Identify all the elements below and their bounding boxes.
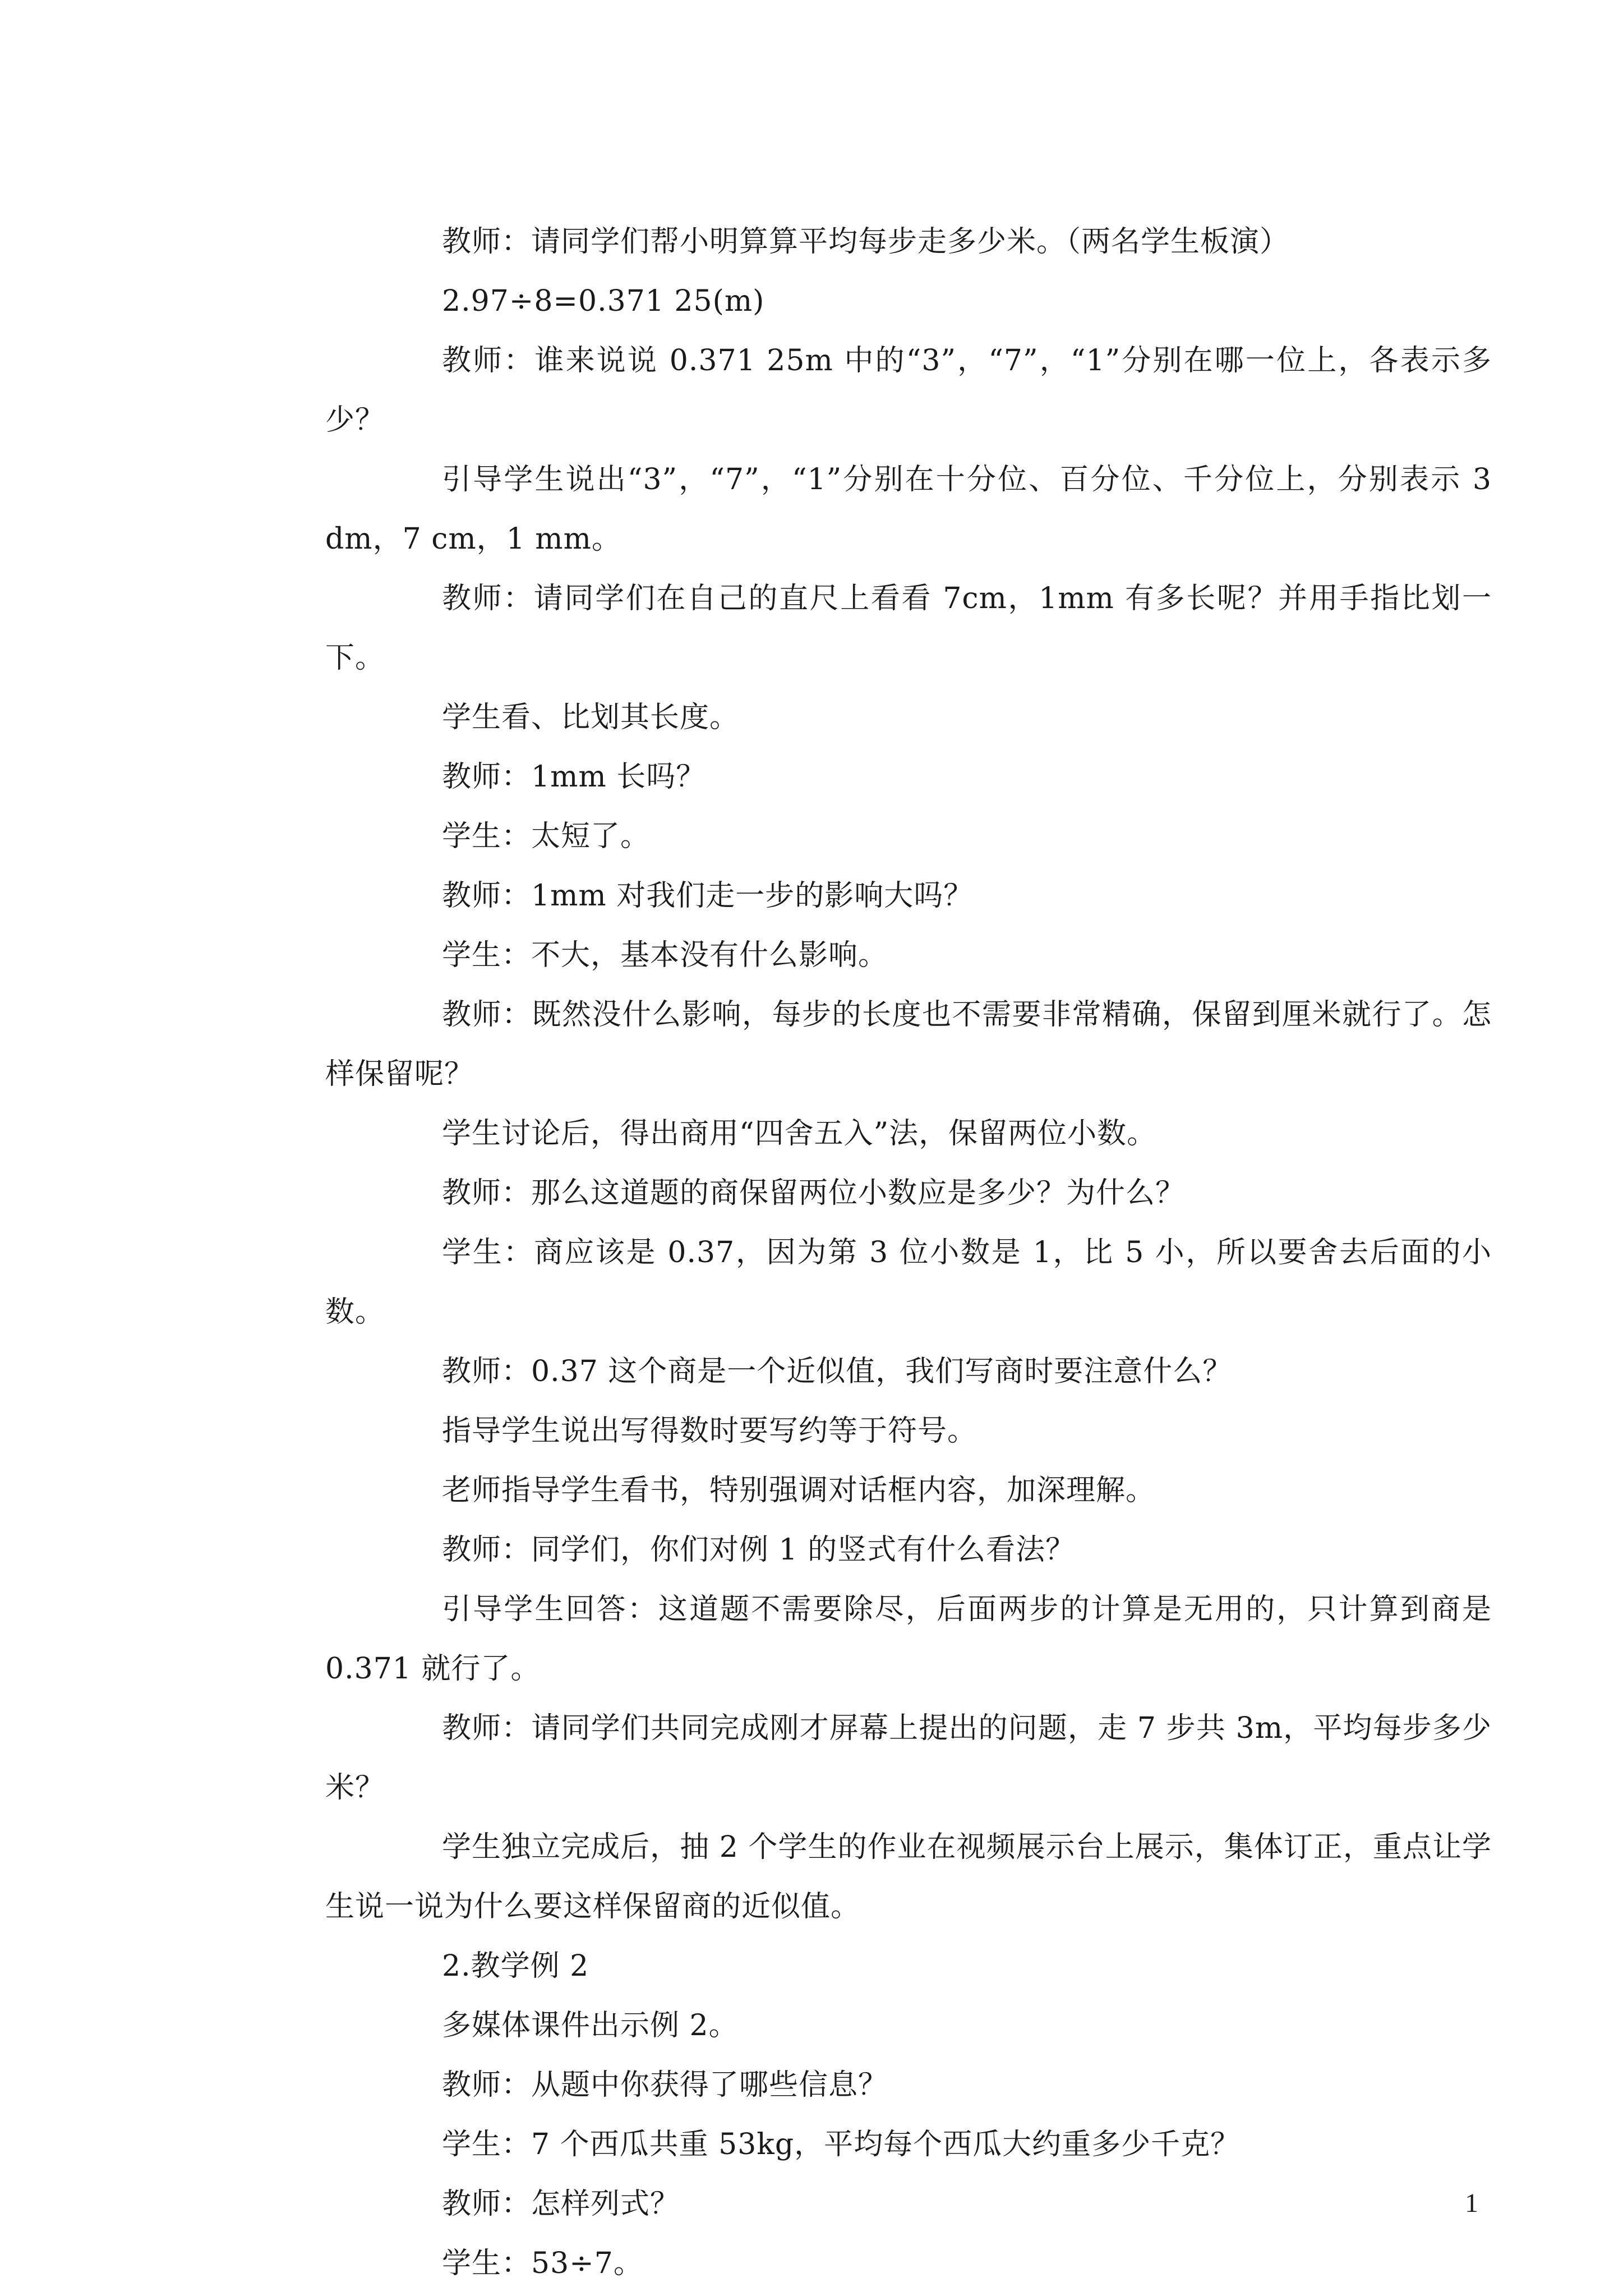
paragraph: 指导学生说出写得数时要写约等于符号。 [442, 1414, 978, 1448]
paragraph: 教师：1mm 长吗？ [442, 760, 706, 794]
paragraph: 老师指导学生看书，特别强调对话框内容，加深理解。 [442, 1474, 1156, 1507]
paragraph: 教师：谁来说说 0.371 25m 中的“3”，“7”，“1”分别在哪一位上，各表示多少？ [325, 344, 1492, 437]
paragraph: 教师：请同学们帮小明算算平均每步走多少米。（两名学生板演） [442, 225, 1290, 259]
paragraph: 引导学生回答：这道题不需要除尽，后面两步的计算是无用的，只计算到商是 0.371 就行了。 [325, 1593, 1492, 1686]
paragraph: 学生讨论后，得出商用“四舍五入”法，保留两位小数。 [442, 1117, 1157, 1151]
paragraph: 学生：53÷7。 [442, 2247, 643, 2280]
paragraph: 2.97÷8=0.371 25(m) [442, 284, 765, 318]
paragraph: 教师：怎样列式？ [442, 2187, 680, 2221]
paragraph: 教师：既然没什么影响，每步的长度也不需要非常精确，保留到厘米就行了。怎样保留呢？ [325, 998, 1492, 1091]
paragraph: 教师：1mm 对我们走一步的影响大吗？ [442, 879, 974, 913]
paragraph: 教师：从题中你获得了哪些信息？ [442, 2068, 888, 2102]
paragraph: 学生独立完成后，抽 2 个学生的作业在视频展示台上展示，集体订正，重点让学生说一说为什么要这样保留商的近似值。 [325, 1830, 1492, 1924]
paragraph: 教师：0.37 这个商是一个近似值，我们写商时要注意什么？ [442, 1355, 1233, 1388]
paragraph: 学生：太短了。 [442, 820, 651, 853]
paragraph: 教师：请同学们在自己的直尺上看看 7cm，1mm 有多长呢？并用手指比划一下。 [325, 582, 1492, 675]
paragraph: 教师：同学们，你们对例 1 的竖式有什么看法？ [442, 1533, 1076, 1567]
paragraph: 教师：请同学们共同完成刚才屏幕上提出的问题，走 7 步共 3m，平均每步多少米？ [325, 1711, 1492, 1805]
paragraph: 多媒体课件出示例 2。 [442, 2009, 739, 2042]
paragraph: 引导学生说出“3”，“7”，“1”分别在十分位、百分位、千分位上，分别表示 3 dm，7 cm，1 mm。 [325, 463, 1492, 556]
paragraph: 教师：那么这道题的商保留两位小数应是多少？为什么？ [442, 1176, 1186, 1210]
section-heading: 2.教学例 2 [442, 1949, 589, 1983]
paragraph: 学生：不大，基本没有什么影响。 [442, 938, 888, 972]
paragraph: 学生：7 个西瓜共重 53kg，平均每个西瓜大约重多少千克？ [442, 2128, 1241, 2161]
paragraph: 学生：商应该是 0.37，因为第 3 位小数是 1，比 5 小，所以要舍去后面的小数。 [325, 1236, 1492, 1329]
paragraph: 学生看、比划其长度。 [442, 701, 740, 734]
document-body [325, 212, 1492, 2293]
page-number: 1 [1465, 2188, 1478, 2218]
